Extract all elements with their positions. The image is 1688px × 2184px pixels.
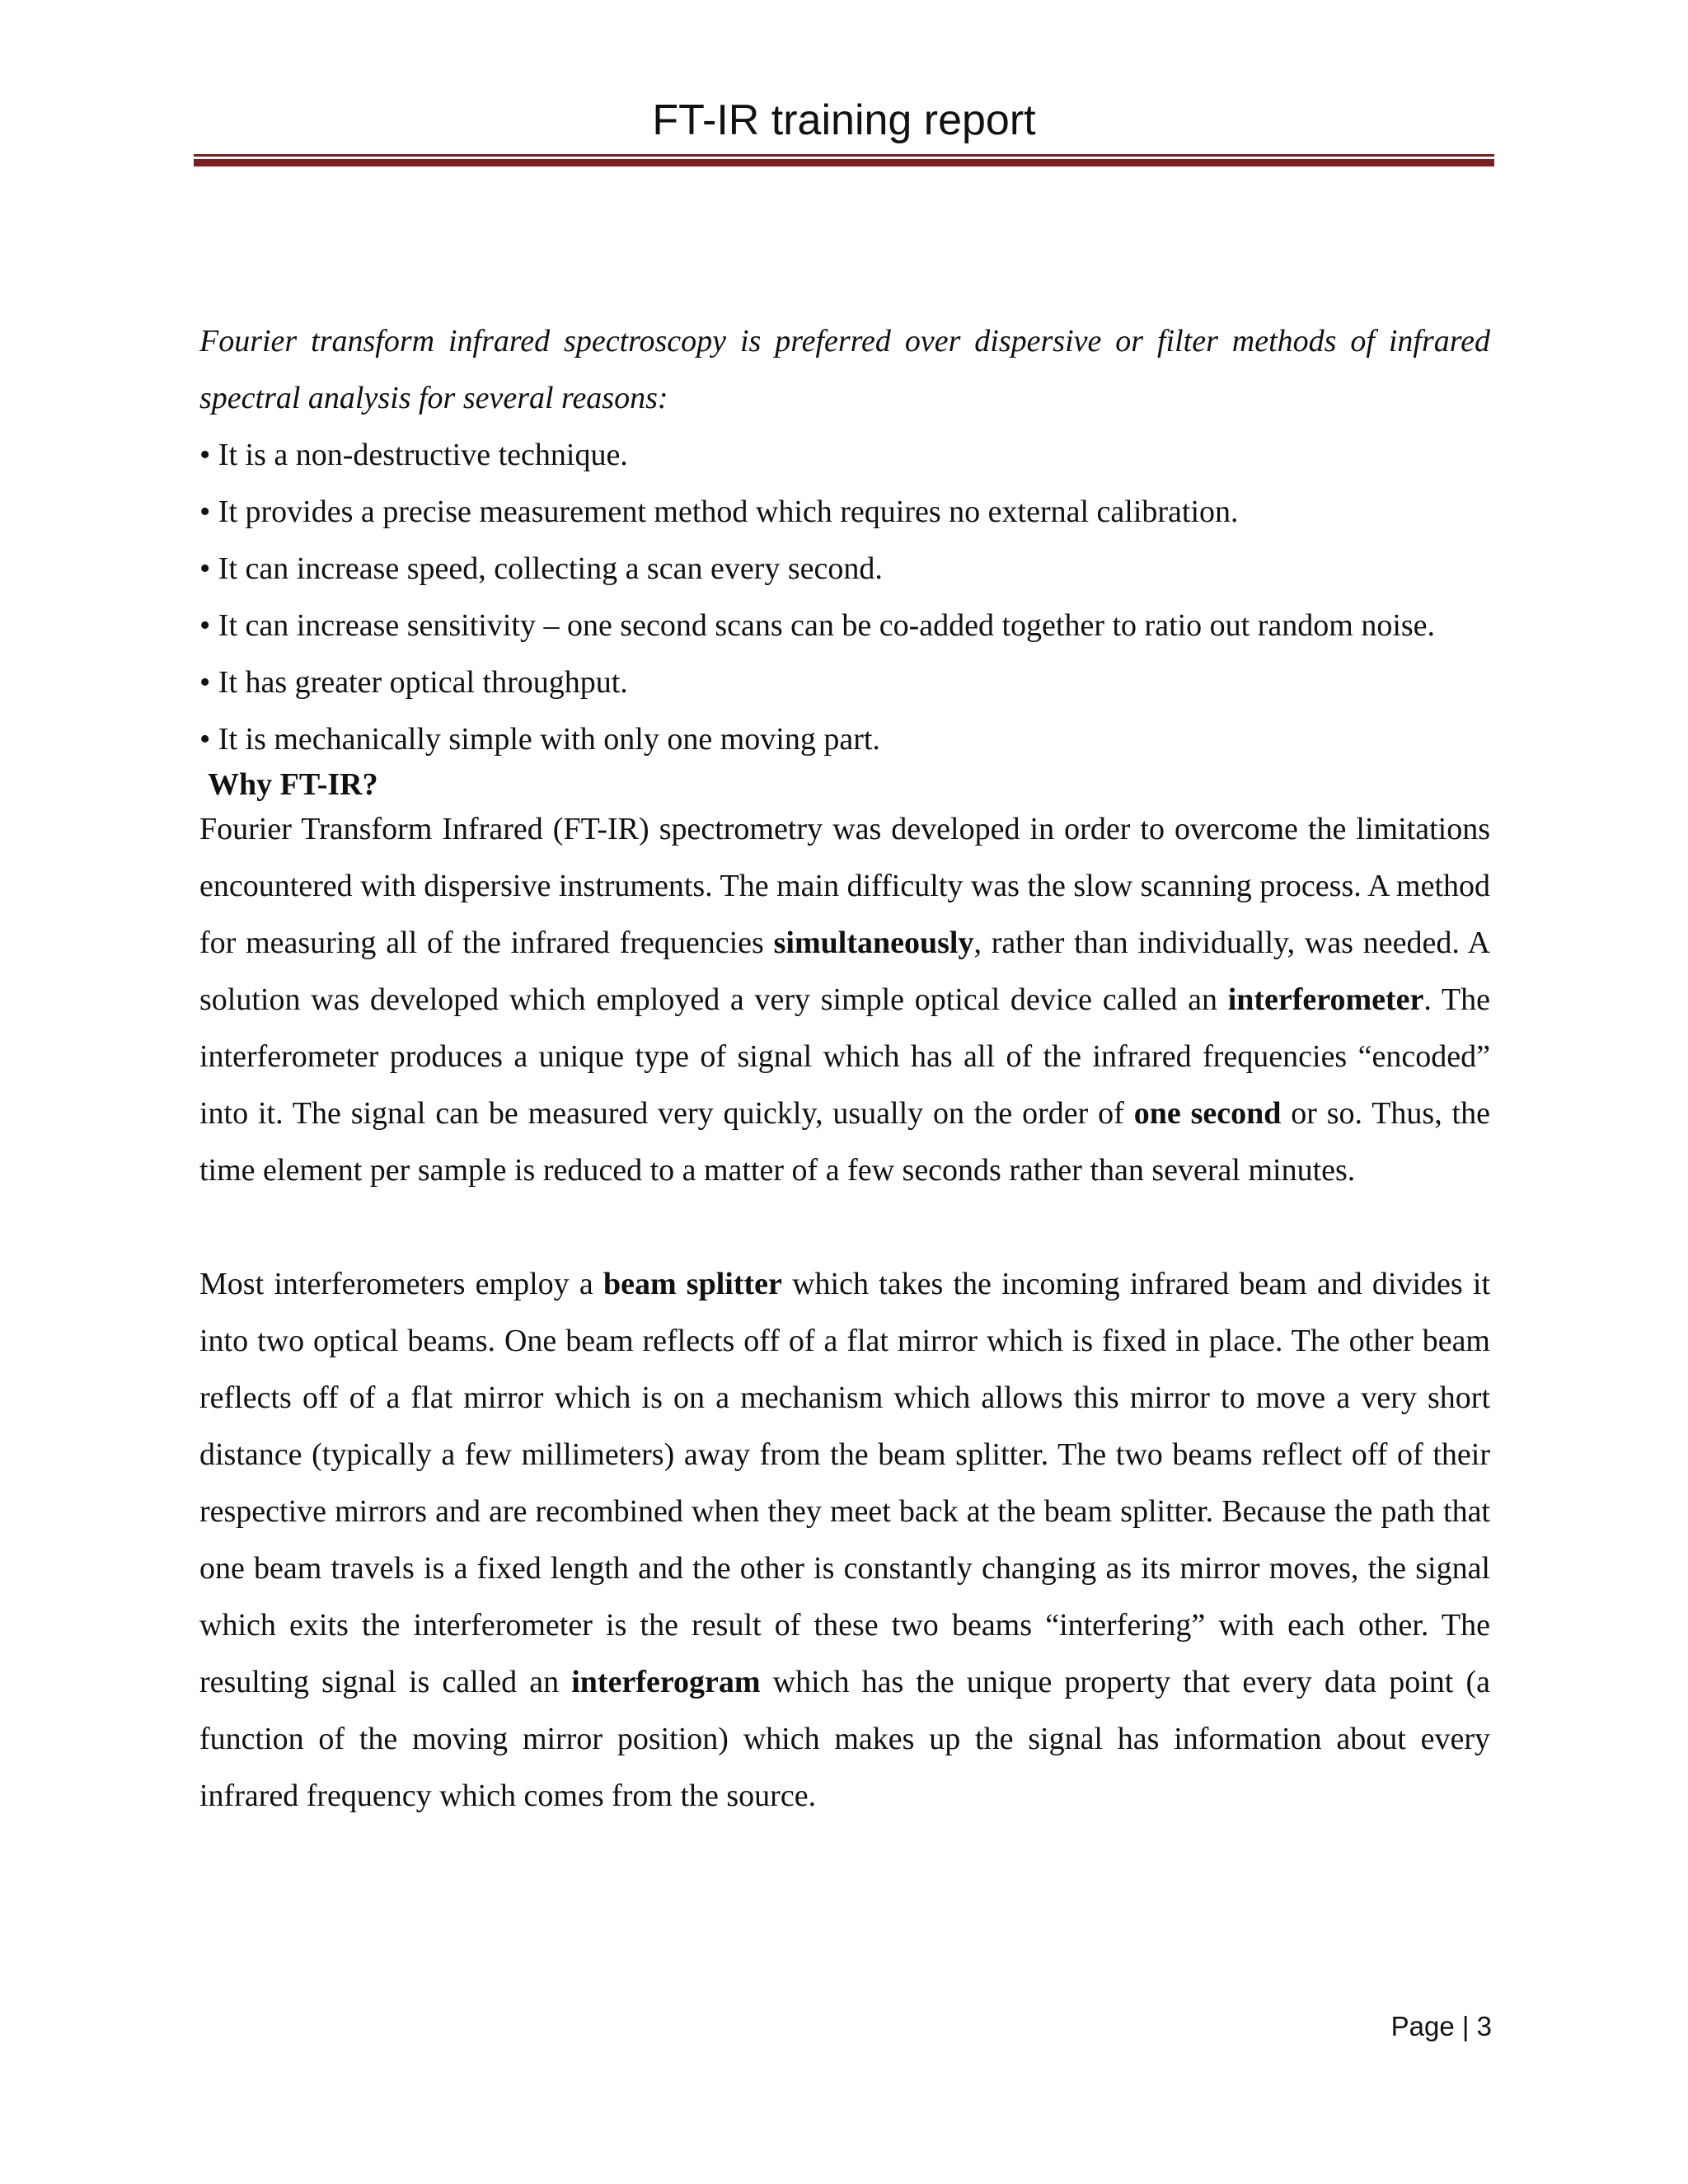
paragraph-text: which has the unique property that every data point (a function of the moving mirror position) which makes up the signal has information about every infrared frequency which comes from the source. bbox=[199, 1665, 1490, 1813]
paragraph-text: Most interferometers employ a bbox=[199, 1267, 603, 1301]
paragraph-text: , rather than individually, was needed. A solution was developed which employed a very simple optical device called an bbox=[199, 926, 1491, 1017]
page-body bbox=[199, 313, 1490, 1825]
bullet-item: • It provides a precise measurement method which requires no external calibration. bbox=[199, 494, 1239, 529]
emphasis-simultaneously: simultaneously bbox=[773, 926, 974, 960]
bullet-item: • It can increase speed, collecting a scan every second. bbox=[199, 551, 883, 586]
bullet-item: • It can increase sensitivity – one second scans can be co-added together to ratio out random noise. bbox=[199, 608, 1436, 643]
page-header-title: FT-IR training report bbox=[652, 96, 1036, 144]
paragraph-text: which takes the incoming infrared beam and divides it into two optical beams. One beam reflects off of a flat mirror which is fixed in place. The other beam reflects off of a flat mirror which is on a mechanism which allows this mirror to move a very short distance (typically a few millimeters) away from the beam splitter. The two beams reflect off of their respective mirrors and are recombined when they meet back at the beam splitter. Because the path that one beam travels is a fixed length and the other is constantly changing as its mirror moves, the signal which exits the interferometer is the result of these two beams “interfering” with each other. The resulting signal is called an bbox=[199, 1267, 1491, 1699]
emphasis-one-second: one second bbox=[1133, 1096, 1282, 1131]
header-rule bbox=[194, 154, 1494, 166]
intro-paragraph: Fourier transform infrared spectroscopy is preferred over dispersive or filter methods of infrared spectral analysis for several reasons: bbox=[199, 324, 1490, 415]
why-ftir-paragraph bbox=[199, 801, 1490, 1199]
paragraph-gap bbox=[199, 1199, 1490, 1256]
page-number: Page | 3 bbox=[1390, 2011, 1492, 2041]
paragraph-text: or so. Thus, the time element per sample is reduced to a matter of a few seconds rather than several minutes. bbox=[199, 1096, 1490, 1188]
paragraph-text: . The interferometer produces a unique type of signal which has all of the infrared frequencies “encoded” into it. The signal can be measured very quickly, usually on the order of bbox=[199, 982, 1490, 1131]
section-heading: Why FT-IR? bbox=[208, 767, 378, 802]
bullet-item: • It is mechanically simple with only one moving part. bbox=[199, 722, 880, 757]
paragraph-text: Fourier Transform Infrared (FT-IR) spectrometry was developed in order to overcome the limitations encountered with dispersive instruments. The main difficulty was the slow scanning process. A method for measuring all of the infrared frequencies bbox=[199, 812, 1490, 960]
bullet-item: • It is a non-destructive technique. bbox=[199, 438, 628, 472]
interferometer-paragraph bbox=[199, 1256, 1490, 1825]
bullet-item: • It has greater optical throughput. bbox=[199, 665, 628, 700]
emphasis-beam-splitter: beam splitter bbox=[603, 1267, 782, 1301]
header-rule-thick bbox=[194, 159, 1494, 166]
header-rule-thin bbox=[194, 154, 1494, 157]
emphasis-interferometer: interferometer bbox=[1227, 982, 1424, 1017]
emphasis-interferogram: interferogram bbox=[571, 1665, 761, 1699]
